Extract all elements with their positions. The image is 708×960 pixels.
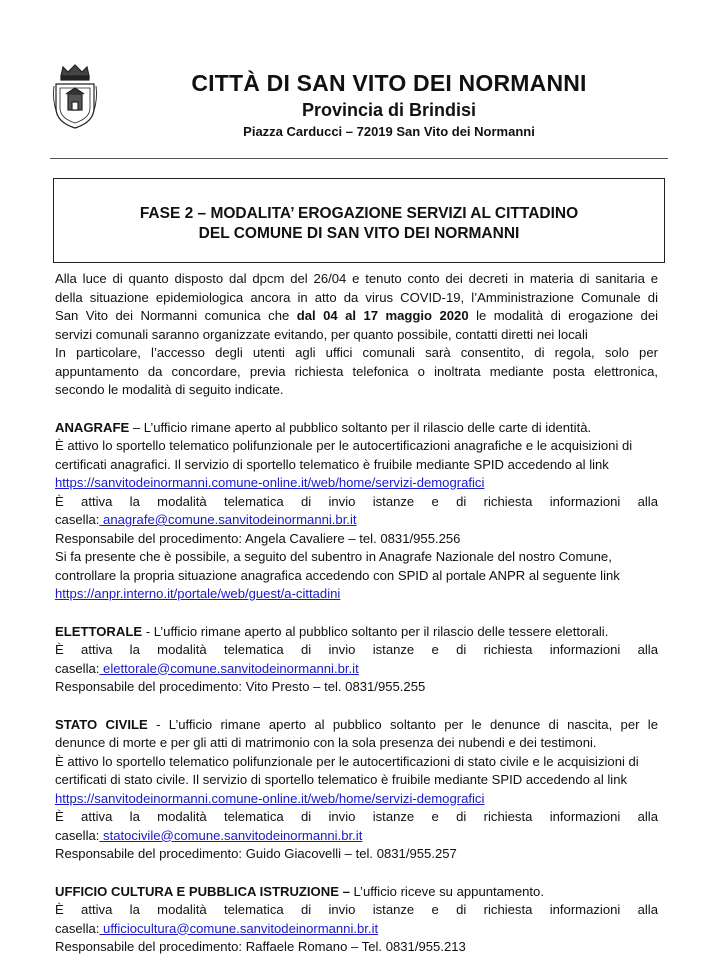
section-heading-cultura: UFFICIO CULTURA E PUBBLICA ISTRUZIONE – (55, 883, 350, 899)
notice-title-line1: FASE 2 – MODALITA’ EROGAZIONE SERVIZI AL CITTADINO (139, 205, 579, 222)
intro-line: appuntamento da concordare, previa richiesta telefonica o inoltrata mediante posta elettronica, (55, 363, 658, 379)
section-heading-anagrafe: ANAGRAFE (55, 419, 130, 435)
anagrafe-services-link[interactable]: https://sanvitodeinormanni.comune-online.it/web/home/servizi-demografici (55, 475, 485, 490)
province-title: Provincia di Brindisi (301, 100, 477, 120)
city-title: CITTÀ DI SAN VITO DEI NORMANNI (191, 70, 587, 96)
anagrafe-line: È attivo lo sportello telematico polifunzionale per le autocertificazioni anagrafiche e le acquisizioni di (55, 438, 633, 453)
elettorale-email-link[interactable]: elettorale@comune.sanvitodeinormanni.br.it (99, 660, 359, 676)
intro-line: In particolare, l’accesso degli utenti agli uffici comunali sarà consentito, di regola, solo per (55, 345, 658, 360)
intro-line: Alla luce di quanto disposto dal dpcm del 26/04 e tenuto conto dei decreti in materia di sanitaria e (55, 271, 658, 286)
cultura-line: È attiva la modalità telematica di invio istanze e di richiesta informazioni alla (55, 902, 658, 917)
elettorale-email-line: casella: elettorale@comune.sanvitodeinormanni.br.it (55, 660, 359, 676)
elettorale-intro: ELETTORALE - L’ufficio rimane aperto al pubblico soltanto per il rilascio delle tessere elettorali. (55, 623, 609, 639)
header-divider (50, 158, 668, 159)
date-range: dal 04 al 17 maggio 2020 (296, 308, 469, 323)
anagrafe-line: certificati anagrafici. Il servizio di sportello telematico è fruibile mediante SPID accedendo al link (55, 456, 609, 472)
intro-line: della situazione epidemiologica ancora in atto da virus COVID-19, l’Amministrazione Comunale di (55, 289, 658, 305)
stato-civile-line: denunce di morte e per gli atti di matrimonio con la sola presenza dei nubendi e dei testimoni. (55, 735, 597, 750)
stato-civile-line: È attivo lo sportello telematico polifunzionale per le autocertificazioni di stato civile e le acquisizioni di (55, 753, 639, 769)
anpr-link[interactable]: https://anpr.interno.it/portale/web/guest/a-cittadini (55, 586, 341, 601)
document-body (55, 270, 658, 957)
notice-box (53, 178, 665, 263)
intro-line: San Vito dei Normanni comunica che dal 04 al 17 maggio 2020 le modalità di erogazione dei (55, 308, 658, 323)
cultura-intro: UFFICIO CULTURA E PUBBLICA ISTRUZIONE – L’ufficio riceve su appuntamento. (55, 883, 544, 899)
intro-line: secondo le modalità di seguito indicate. (55, 382, 284, 397)
anagrafe-line: È attiva la modalità telematica di invio istanze e di richiesta informazioni alla (55, 493, 658, 509)
stato-civile-intro: STATO CIVILE - L’ufficio rimane aperto al pubblico soltanto per le denunce di nascita, per le (55, 716, 658, 732)
cultura-responsible: Responsabile del procedimento: Raffaele Romano – Tel. 0831/955.213 (55, 939, 466, 954)
elettorale-line: È attiva la modalità telematica di invio istanze e di richiesta informazioni alla (55, 642, 658, 657)
stato-civile-line: certificati di stato civile. Il servizio di sportello telematico è fruibile mediante SPID accedendo al link (55, 772, 628, 787)
notice-title-line2: DEL COMUNE DI SAN VITO DEI NORMANNI (198, 225, 520, 242)
anagrafe-email-link[interactable]: anagrafe@comune.sanvitodeinormanni.br.it (99, 512, 357, 527)
section-heading-stato-civile: STATO CIVILE (55, 716, 148, 732)
intro-line: servizi comunali saranno organizzate evitando, per quanto possibile, contatti diretti nei locali (55, 326, 588, 342)
stato-civile-services-link[interactable]: https://sanvitodeinormanni.comune-online.it/web/home/servizi-demografici (55, 790, 485, 806)
anagrafe-line: controllare la propria situazione anagrafica accedendo con SPID al portale ANPR al seguente link (55, 567, 620, 583)
cultura-email-link[interactable]: ufficiocultura@comune.sanvitodeinormanni.br.it (99, 920, 379, 936)
anagrafe-line: Si fa presente che è possibile, a seguito del subentro in Anagrafe Nazionale del nostro Comune, (55, 549, 612, 564)
stato-civile-line: È attiva la modalità telematica di invio istanze e di richiesta informazioni alla (55, 809, 658, 824)
stato-civile-email-link[interactable]: statocivile@comune.sanvitodeinormanni.br.it (99, 827, 363, 843)
cultura-email-line: casella: ufficiocultura@comune.sanvitodeinormanni.br.it (55, 920, 379, 936)
section-heading-elettorale: ELETTORALE (55, 623, 143, 639)
anagrafe-intro: ANAGRAFE – L’ufficio rimane aperto al pubblico soltanto per il rilascio delle carte di identità. (55, 419, 592, 435)
anagrafe-email-line: casella: anagrafe@comune.sanvitodeinormanni.br.it (55, 512, 357, 527)
city-address: Piazza Carducci – 72019 San Vito dei Normanni (243, 124, 535, 139)
stato-civile-email-line: casella: statocivile@comune.sanvitodeinormanni.br.it (55, 827, 363, 843)
anagrafe-responsible: Responsabile del procedimento: Angela Cavaliere – tel. 0831/955.256 (55, 530, 461, 546)
stato-civile-responsible: Responsabile del procedimento: Guido Giacovelli – tel. 0831/955.257 (55, 846, 457, 861)
elettorale-responsible: Responsabile del procedimento: Vito Presto – tel. 0831/955.255 (55, 679, 426, 694)
